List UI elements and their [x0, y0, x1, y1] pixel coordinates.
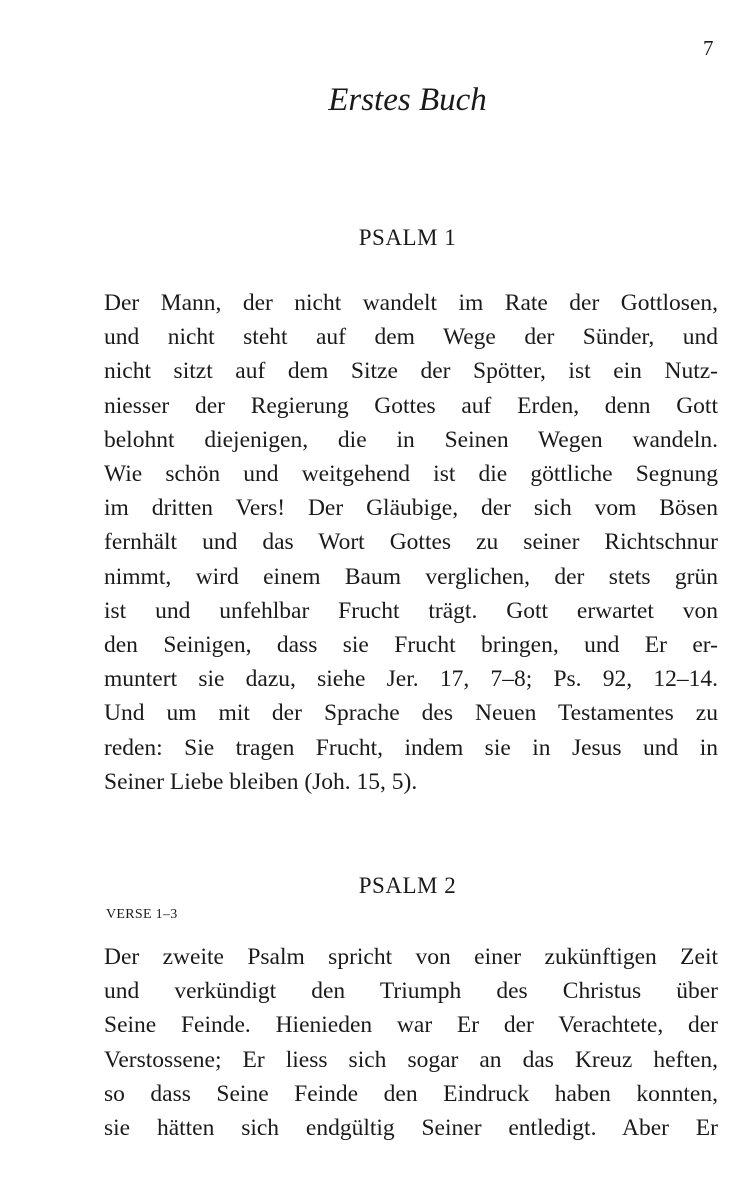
text-line: reden: Sie tragen Frucht, indem sie in Jesus und in — [104, 734, 718, 761]
text-line: belohnt diejenigen, die in Seinen Wegen wandeln. — [104, 426, 718, 453]
psalm2-paragraph — [104, 940, 718, 1145]
text-line: so dass Seine Feinde den Eindruck haben konnten, — [104, 1080, 718, 1107]
text-line: Der zweite Psalm spricht von einer zukünftigen Zeit — [104, 944, 718, 970]
text-line: Verstossene; Er liess sich sogar an das Kreuz heften, — [104, 1046, 718, 1073]
psalm2-heading: PSALM 2 — [358, 873, 457, 898]
book-title: Erstes Buch — [328, 82, 487, 118]
text-line: ist und unfehlbar Frucht trägt. Gott erwartet von — [104, 597, 718, 624]
text-line: und verkündigt den Triumph des Christus über — [104, 978, 718, 1005]
psalm1-paragraph — [104, 286, 718, 799]
text-line: Der Mann, der nicht wandelt im Rate der Gottlosen, — [104, 290, 718, 316]
text-line: sie hätten sich endgültig Seiner entledigt. Aber Er — [104, 1115, 718, 1142]
text-line: fernhält und das Wort Gottes zu seiner Richtschnur — [104, 529, 718, 556]
text-line: niesser der Regierung Gottes auf Erden, denn Gott — [104, 392, 718, 419]
text-line: nimmt, wird einem Baum verglichen, der stets grün — [104, 563, 718, 590]
text-line: nicht sitzt auf dem Sitze der Spötter, ist ein Nutz- — [104, 358, 718, 385]
page-number: 7 — [703, 36, 714, 60]
text-line: Seine Feinde. Hienieden war Er der Verachtete, der — [104, 1012, 718, 1039]
text-line: muntert sie dazu, siehe Jer. 17, 7–8; Ps. 92, 12–14. — [104, 666, 718, 693]
text-line: Und um mit der Sprache des Neuen Testamentes zu — [104, 700, 718, 727]
psalm1-heading: PSALM 1 — [358, 225, 457, 250]
text-line: den Seinigen, dass sie Frucht bringen, und Er er- — [104, 632, 718, 659]
verse-label: VERSE 1–3 — [106, 907, 178, 922]
text-line: und nicht steht auf dem Wege der Sünder, und — [104, 324, 718, 351]
text-line: Seiner Liebe bleiben (Joh. 15, 5). — [104, 768, 418, 795]
text-line: Wie schön und weitgehend ist die göttliche Segnung — [104, 461, 718, 488]
text-line: im dritten Vers! Der Gläubige, der sich vom Bösen — [104, 495, 718, 522]
